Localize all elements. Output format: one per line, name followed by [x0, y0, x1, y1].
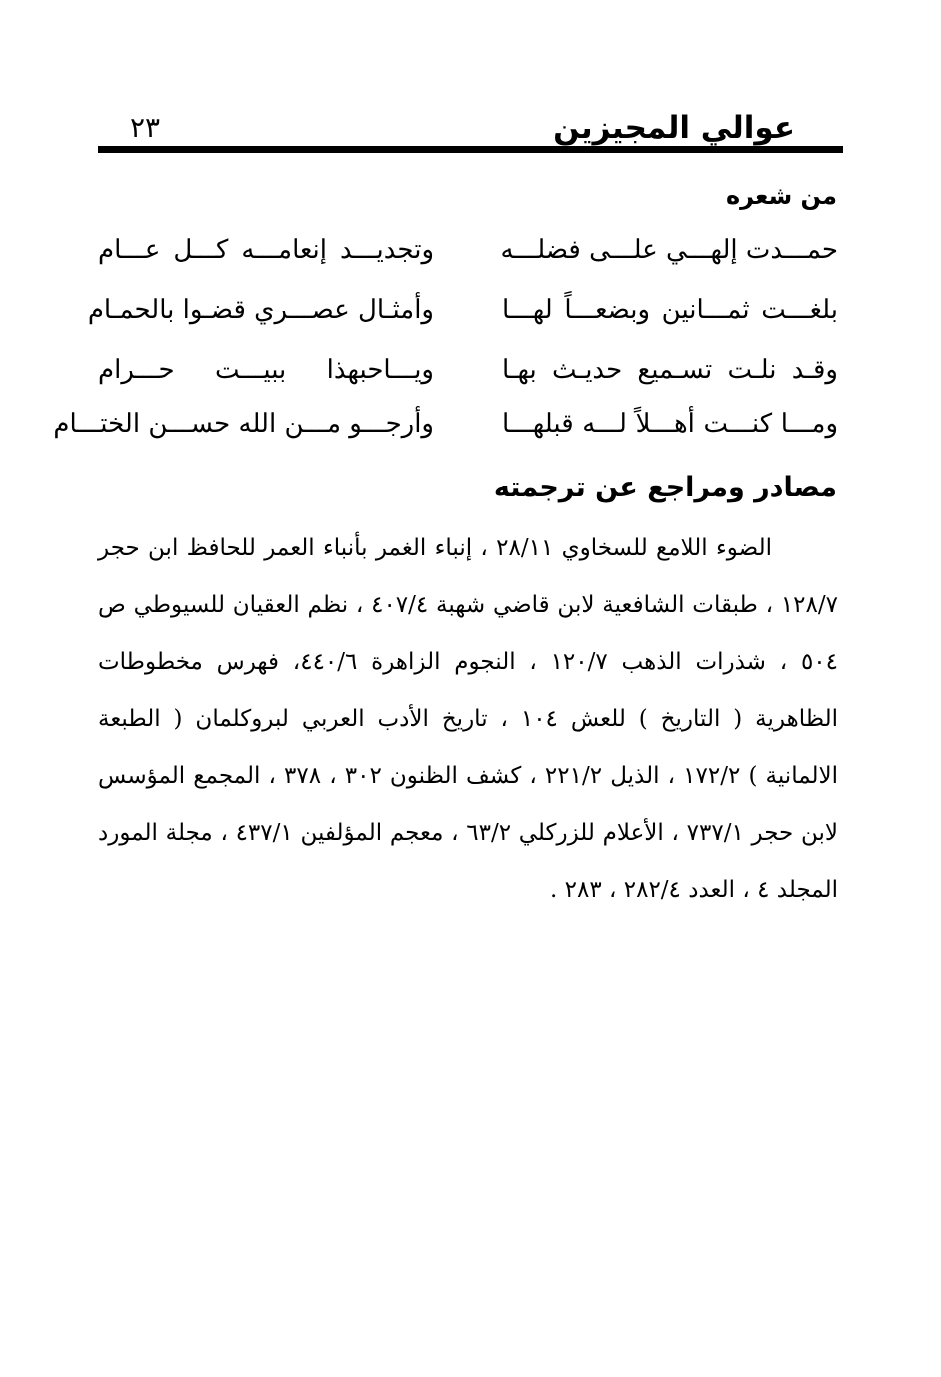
sources-paragraph: الضوء اللامع للسخاوي ٢٨/١١ ، إنباء الغمر بأنباء العمر للحافظ ابن حجر ١٢٨/٧ ، طبقات الشافعية لابن قاضي شهبة ٤٠٧/٤ ، نظم العقيان للسيوطي ص ٥٠٤ ، شذرات الذهب ١٢٠/٧ ، النجوم الزاهرة ٤٤٠/٦، فهرس مخطوطات الظاهرية ( التاريخ ) للعش ١٠٤ ، تاريخ الأدب العربي لبروكلمان ( الطبعة الالمانية ) ١٧٢/٢ ، الذيل ٢٢١/٢ ، كشف الظنون ٣٠٢ ، ٣٧٨ ، المجمع المؤسس لابن حجر ٧٣٧/١ ، الأعلام للزركلي ٦٣/٢ ، معجم المؤلفين ٤٣٧/١ ، مجلة المورد المجلد ٤ ، العدد ٢٨٢/٤ ، ٢٨٣ . — [98, 535, 839, 903]
poetry-heading: من شعره — [725, 182, 837, 210]
page-number: ٢٣ — [130, 111, 161, 144]
verse-first-hemistich: حمـــدت إلهـــي علـــى فضلـــه — [500, 235, 838, 265]
verse-second-hemistich: وأمثـال عصـــري قضـوا بالحمـام — [87, 295, 434, 325]
verse-second-hemistich: ويـــاحبهذا ببيـــت حـــرام — [98, 355, 434, 385]
header-rule — [98, 146, 843, 153]
sources-heading: مصادر ومراجع عن ترجمته — [493, 472, 837, 503]
verse-first-hemistich: ومـــا كنـــت أهـــلاً لـــه قبلهـــا — [502, 409, 838, 439]
verse-line — [87, 286, 838, 334]
verse-line — [53, 400, 838, 448]
verse-second-hemistich: وتجديـــد إنعامـــه كـــل عـــام — [98, 235, 434, 265]
verse-first-hemistich: بلغـــت ثمـــانين وبضعـــاً لهـــا — [502, 295, 838, 325]
verse-line — [98, 226, 838, 274]
verse-first-hemistich: وقـد نلـت تسـميع حديـث بهـا — [502, 355, 838, 385]
running-title: عوالي المجيزين — [553, 110, 795, 146]
page-header — [98, 108, 843, 148]
verse-second-hemistich: وأرجـــو مـــن الله حســـن الختـــام — [53, 409, 434, 439]
verse-line — [98, 346, 838, 394]
